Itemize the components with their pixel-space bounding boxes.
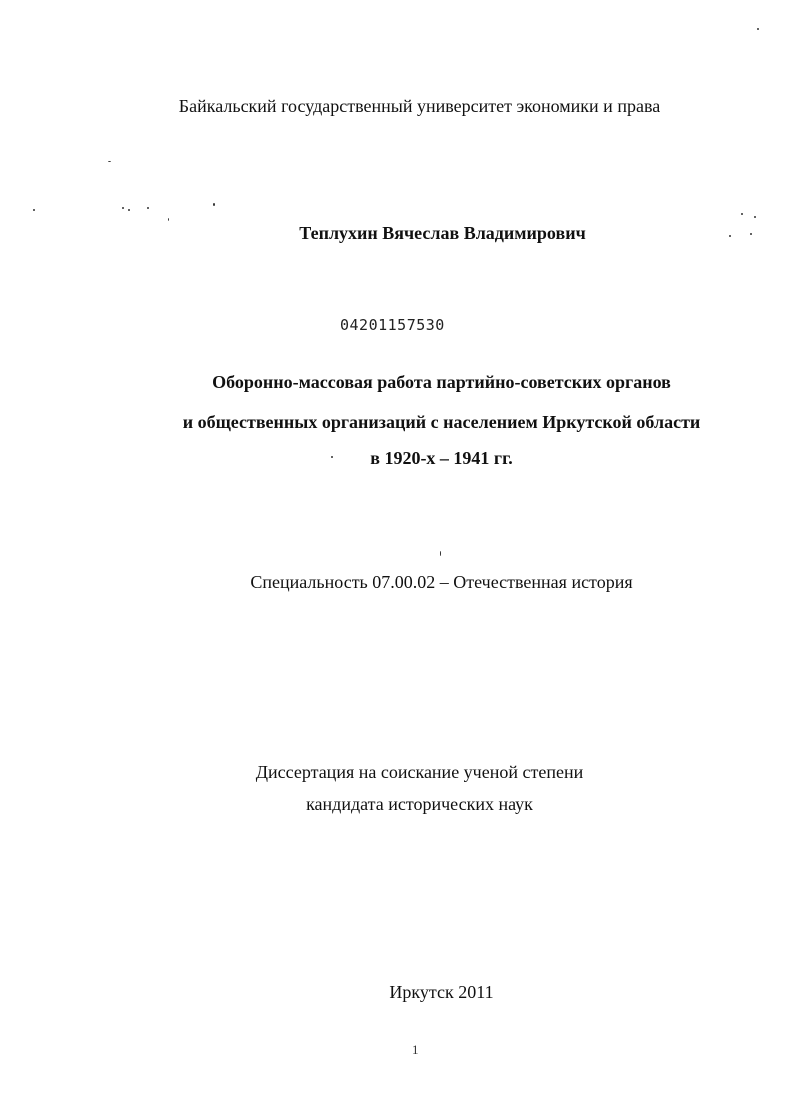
scan-speck bbox=[147, 207, 149, 209]
title-line: Оборонно-массовая работа партийно-советских органов bbox=[212, 372, 671, 392]
degree-line: кандидата исторических наук bbox=[306, 794, 533, 814]
scan-speck bbox=[213, 203, 215, 206]
scan-speck bbox=[168, 218, 169, 221]
author-name: Теплухин Вячеслав Владимирович bbox=[299, 223, 586, 243]
catalog-number: 04201157530 bbox=[340, 316, 445, 334]
university-name: Байкальский государственный университет экономики и права bbox=[178, 96, 661, 116]
scan-speck bbox=[108, 161, 111, 162]
scan-speck bbox=[331, 456, 333, 458]
title-line: в 1920-х – 1941 гг. bbox=[370, 448, 513, 468]
scan-speck bbox=[757, 28, 759, 30]
degree-line: Диссертация на соискание ученой степени bbox=[255, 762, 584, 782]
scan-speck bbox=[122, 207, 124, 209]
place-and-year: Иркутск 2011 bbox=[389, 982, 494, 1002]
page-number: 1 bbox=[412, 1042, 419, 1057]
scan-speck bbox=[754, 216, 756, 218]
scan-speck bbox=[128, 209, 130, 211]
title-line: и общественных организаций с населением Иркутской области bbox=[182, 412, 701, 432]
specialty: Специальность 07.00.02 – Отечественная история bbox=[250, 572, 633, 592]
scan-speck bbox=[741, 213, 743, 215]
scan-speck bbox=[33, 209, 35, 211]
scan-speck bbox=[440, 551, 441, 556]
scan-speck bbox=[750, 233, 752, 235]
scan-speck bbox=[729, 235, 731, 237]
